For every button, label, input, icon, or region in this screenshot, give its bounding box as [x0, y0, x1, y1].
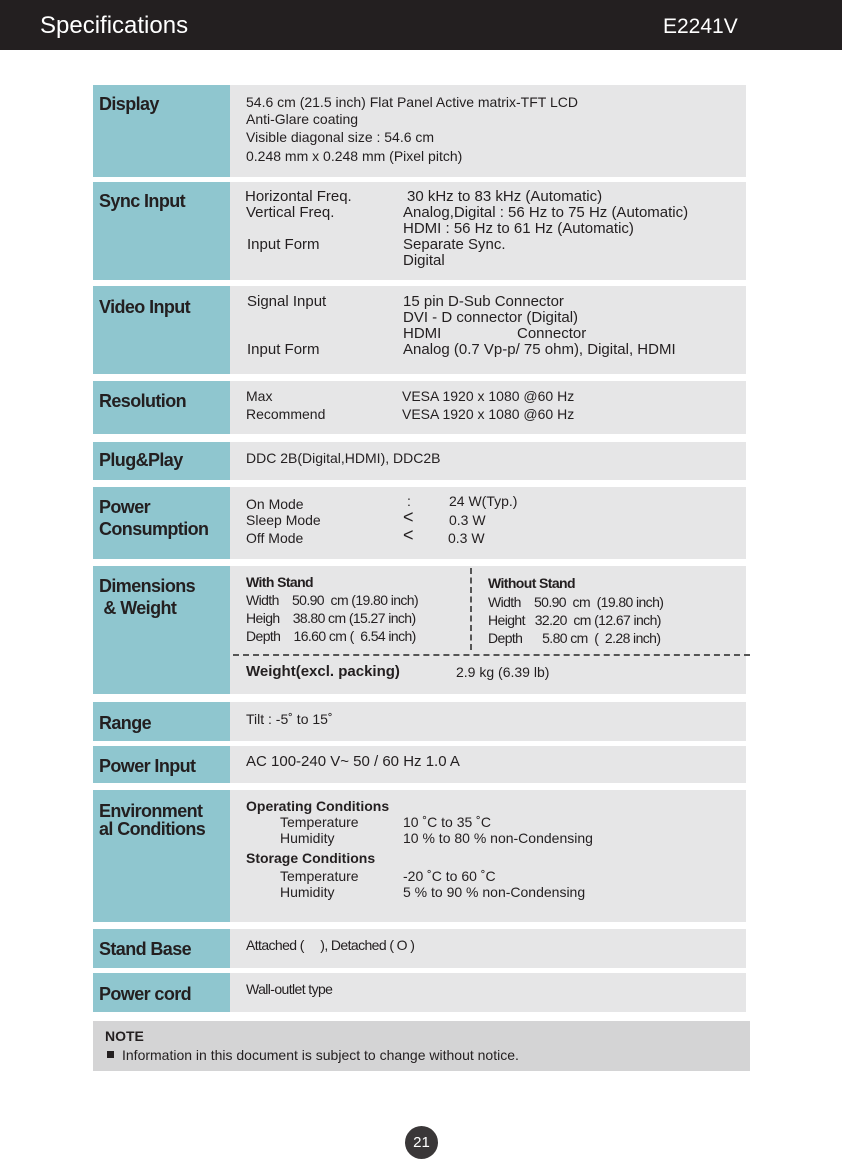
sync-form-value-1: Separate Sync. — [403, 236, 506, 253]
display-line-2: Anti-Glare coating — [246, 111, 359, 127]
video-signal-key: Signal Input — [247, 293, 327, 310]
page-number: 21 — [405, 1126, 438, 1159]
model-name: E2241V — [663, 15, 738, 38]
sync-h-value: 30 kHz to 83 kHz (Automatic) — [407, 188, 603, 205]
storage-temp-value: -20 ˚C to 60 ˚C — [403, 868, 496, 884]
row-divider — [746, 381, 750, 434]
resolution-max-key: Max — [246, 388, 273, 404]
power-off-symbol: < — [403, 525, 414, 545]
with-stand-depth: Depth 16.60 cm ( 6.54 inch) — [246, 628, 416, 644]
resolution-max-value: VESA 1920 x 1080 @60 Hz — [402, 388, 575, 404]
sync-h-key: Horizontal Freq. — [245, 188, 352, 205]
operating-temp-value: 10 ˚C to 35 ˚C — [403, 814, 491, 830]
spec-label-consumption: Consumption — [99, 519, 209, 539]
weight-divider — [233, 654, 750, 656]
power-sleep-value: 0.3 W — [449, 512, 486, 528]
spec-label-cell — [93, 487, 230, 559]
power-sleep-symbol: < — [403, 507, 414, 527]
spec-row-power-cord — [93, 973, 750, 1012]
spec-label-cell — [93, 929, 230, 968]
spec-row-stand-base — [93, 929, 750, 968]
spec-label-cell — [93, 702, 230, 741]
with-stand-width: Width 50.90 cm (19.80 inch) — [246, 592, 419, 608]
display-line-3: Visible diagonal size : 54.6 cm — [246, 129, 435, 145]
plug-play-value: DDC 2B(Digital,HDMI), DDC2B — [246, 450, 441, 466]
row-divider — [746, 746, 750, 783]
operating-conditions-title: Operating Conditions — [246, 798, 390, 814]
weight-value: 2.9 kg (6.39 lb) — [456, 664, 550, 680]
without-stand-width: Width 50.90 cm (19.80 inch) — [488, 594, 664, 610]
spec-label-power-input: Power Input — [99, 756, 196, 776]
spec-label-sync-input: Sync Input — [99, 191, 186, 211]
resolution-recommend-value: VESA 1920 x 1080 @60 Hz — [402, 406, 575, 422]
spec-label-cell — [93, 182, 230, 280]
row-divider — [746, 566, 750, 694]
resolution-recommend-key: Recommend — [246, 406, 326, 422]
display-line-4: 0.248 mm x 0.248 mm (Pixel pitch) — [246, 148, 463, 164]
spec-label-cell — [93, 790, 230, 922]
sync-v-value-2: HDMI : 56 Hz to 61 Hz (Automatic) — [403, 220, 634, 237]
note-title: NOTE — [105, 1028, 144, 1044]
weight-key: Weight(excl. packing) — [246, 663, 400, 680]
spec-label-range: Range — [99, 713, 152, 733]
power-on-symbol: : — [407, 493, 411, 509]
spec-label-cell — [93, 973, 230, 1012]
spec-label-dimensions: Dimensions — [99, 576, 196, 596]
video-signal-value-1: 15 pin D-Sub Connector — [403, 293, 564, 310]
without-stand-title: Without Stand — [488, 575, 575, 591]
video-form-key: Input Form — [247, 341, 320, 358]
spec-label-power: Power — [99, 497, 151, 517]
note-box — [93, 1021, 750, 1071]
power-sleep-key: Sleep Mode — [246, 512, 321, 528]
note-text: Information in this document is subject to change without notice. — [122, 1047, 519, 1063]
video-hdmi: HDMI — [403, 325, 442, 342]
sync-form-value-2: Digital — [403, 252, 445, 269]
spec-row-range — [93, 702, 750, 741]
power-off-key: Off Mode — [246, 530, 304, 546]
with-stand-height: Heigh 38.80 cm (15.27 inch) — [246, 610, 416, 626]
power-on-key: On Mode — [246, 496, 304, 512]
storage-conditions-title: Storage Conditions — [246, 850, 376, 866]
row-divider — [746, 487, 750, 559]
video-form-value: Analog (0.7 Vp-p/ 75 ohm), Digital, HDMI — [403, 341, 676, 358]
spec-label-stand-base: Stand Base — [99, 939, 192, 959]
spec-label-display: Display — [99, 94, 159, 114]
header-bar — [0, 0, 842, 50]
storage-humidity-value: 5 % to 90 % non-Condensing — [403, 884, 586, 900]
power-on-value: 24 W(Typ.) — [449, 493, 518, 509]
spec-label-video-input: Video Input — [99, 297, 191, 317]
spec-label-cell — [93, 85, 230, 177]
spec-label-cell — [93, 746, 230, 783]
row-divider — [746, 929, 750, 968]
video-signal-value-2: DVI - D connector (Digital) — [403, 309, 579, 326]
sync-form-key: Input Form — [247, 236, 320, 253]
without-stand-height: Height 32.20 cm (12.67 inch) — [488, 612, 661, 628]
page-title: Specifications — [40, 12, 189, 39]
operating-humidity-key: Humidity — [280, 830, 335, 846]
bullet-icon — [107, 1051, 114, 1058]
without-stand-depth: Depth 5.80 cm ( 2.28 inch) — [488, 630, 661, 646]
spec-row-power-consumption — [93, 487, 750, 559]
row-divider — [746, 85, 750, 177]
power-input-value: AC 100-240 V~ 50 / 60 Hz 1.0 A — [246, 753, 460, 770]
spec-label-cell — [93, 286, 230, 374]
sync-v-key: Vertical Freq. — [246, 204, 335, 221]
spec-label-environment: Environment — [99, 801, 203, 821]
operating-humidity-value: 10 % to 80 % non-Condensing — [403, 830, 593, 846]
dimension-divider — [470, 568, 472, 650]
spec-label-cell — [93, 442, 230, 480]
spec-label-cell — [93, 381, 230, 434]
spec-label-power-cord: Power cord — [99, 984, 192, 1004]
operating-temp-key: Temperature — [280, 814, 359, 830]
power-cord-value: Wall-outlet type — [246, 981, 333, 997]
spec-label-cell — [93, 566, 230, 694]
power-off-value: 0.3 W — [448, 530, 485, 546]
sync-v-value-1: Analog,Digital : 56 Hz to 75 Hz (Automatic) — [403, 204, 689, 221]
stand-base-value: Attached ( ), Detached ( O ) — [246, 937, 415, 953]
row-divider — [746, 286, 750, 374]
row-divider — [746, 973, 750, 1012]
storage-humidity-key: Humidity — [280, 884, 335, 900]
spec-row-environment — [93, 790, 750, 922]
spec-label-plug-play: Plug&Play — [99, 450, 183, 470]
storage-temp-key: Temperature — [280, 868, 359, 884]
row-divider — [746, 790, 750, 922]
row-divider — [746, 442, 750, 480]
range-value: Tilt : -5˚ to 15˚ — [246, 711, 333, 727]
spec-label-weight: & Weight — [99, 598, 177, 618]
with-stand-title: With Stand — [246, 574, 313, 590]
display-line-1: 54.6 cm (21.5 inch) Flat Panel Active matrix-TFT LCD — [246, 94, 578, 110]
row-divider — [746, 182, 750, 280]
spec-label-resolution: Resolution — [99, 391, 186, 411]
row-divider — [746, 702, 750, 741]
spec-label-conditions: al Conditions — [99, 819, 206, 839]
video-connector: Connector — [517, 325, 587, 342]
